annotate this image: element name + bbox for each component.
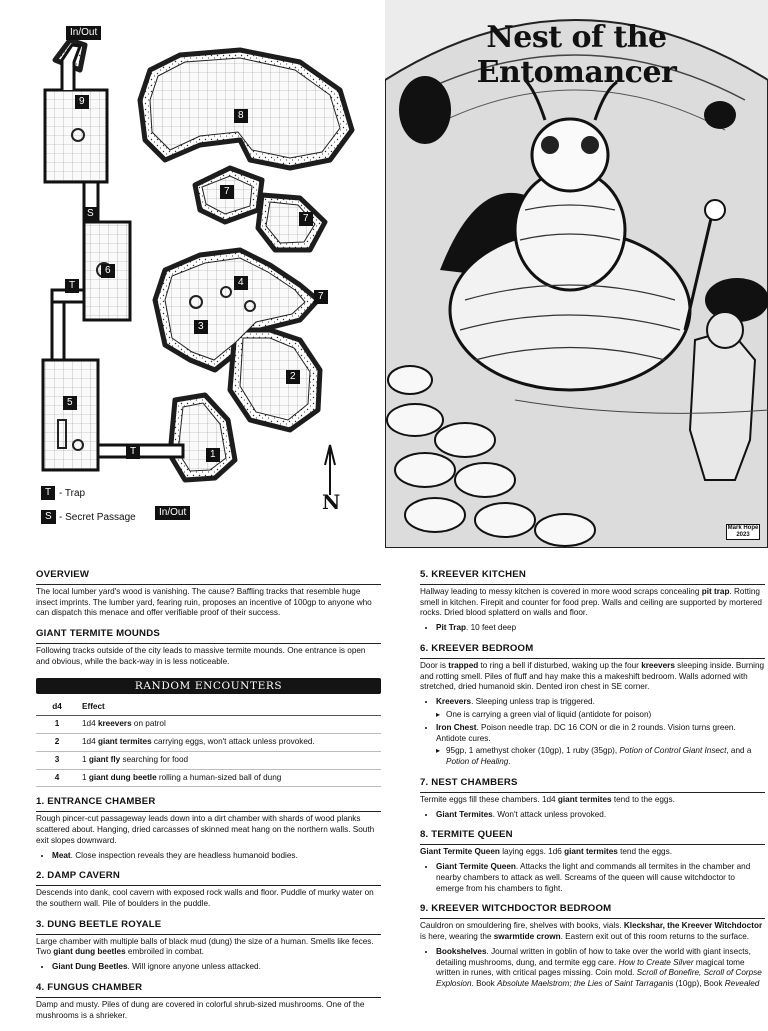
trap-marker: T [65, 279, 79, 293]
legend-secret-label: - Secret Passage [59, 512, 136, 523]
entrance-label-bottom: In/Out [155, 506, 190, 520]
trap-marker: T [126, 445, 140, 459]
room-number-9: 9 [75, 95, 89, 109]
room-1-text: Rough pincer-cut passageway leads down into a dirt chamber with shards of wood planks scattered about. Hanging, dried carcasses of skinned meat hang on the northern walls. South exit slopes downward. [36, 814, 375, 845]
section-random-encounters [36, 678, 381, 788]
section-room-7 [420, 778, 765, 820]
heading-room-5: 5. KREEVER KITCHEN [420, 570, 765, 585]
room-3-text: Large chamber with multiple balls of black mud (dung) the size of a human. Smells like feces. Two giant dung beetles embroiled in combat. [36, 936, 374, 957]
heading-room-1: 1. ENTRANCE CHAMBER [36, 797, 381, 812]
room-9-text: Cauldron on smouldering fire, shelves with books, vials. Kleckshar, the Kreever Witchdoctor is here, wearing the swarmtide crown. Eastern exit out of this room returns to the surface. [420, 921, 763, 941]
section-room-9 [420, 904, 765, 990]
entrance-label-top: In/Out [66, 26, 101, 40]
list-item: • Bookshelves. Journal written in goblin of how to take over the world with giant insects, detailing mushrooms, dung, and termite egg care. How to Create Silver magical tome written in runes, with critical pages missing. Coin mold. Scroll of Bonefire, Scroll of Corpse Explosion. Book Absolute Maelstrom; the Lies of Saint Tarraganis (10gp), Book Revealed [436, 947, 765, 990]
room-number-7a: 7 [220, 185, 234, 199]
die-roll: 1 [36, 716, 78, 734]
room-number-4: 4 [234, 276, 248, 290]
list-item: • Kreevers. Sleeping unless trap is triggered. ▸ One is carrying a green vial of liquid (antidote for poison) [436, 697, 765, 721]
room-7-text: Termite eggs fill these chambers. 1d4 giant termites tend to the eggs. [420, 794, 675, 804]
heading-room-9: 9. KREEVER WITCHDOCTOR BEDROOM [420, 904, 765, 919]
room-number-7b: 7 [299, 212, 313, 226]
adventure-title: Nest of the Entomancer [476, 20, 677, 90]
list-item: • Giant Termite Queen. Attacks the light and commands all termites in the chamber and nearby chambers to attack as well. Screams of the queen will cause witchdoctor to emerge from his chambers to fight. [436, 862, 765, 894]
heading-room-3: 3. DUNG BEETLE ROYALE [36, 920, 381, 935]
section-room-2 [36, 871, 381, 909]
room-6-text: Door is trapped to ring a bell if disturbed, waking up the four kreevers sleeping inside. Burning and rotting smell. Piles of fluff and hay make this a makeshift bedroom. Walls adorned with stretched, dried humanoid skin. Dented iron chest in SE corner. [420, 660, 765, 692]
list-item: • Meat. Close inspection reveals they are headless humanoid bodies. [52, 851, 381, 862]
heading-room-8: 8. TERMITE QUEEN [420, 830, 765, 845]
section-room-3 [36, 920, 381, 973]
list-item: • Giant Dung Beetles. Will ignore anyone unless attacked. [52, 962, 381, 973]
room-number-1: 1 [206, 448, 220, 462]
room-number-8: 8 [234, 109, 248, 123]
section-termite-mounds [36, 629, 381, 667]
random-encounters-banner: RANDOM ENCOUNTERS [36, 678, 381, 695]
legend-secret-badge: S [41, 510, 56, 524]
effect-cell: 1 giant dung beetle rolling a human-sized ball of dung [78, 769, 381, 787]
heading-room-4: 4. FUNGUS CHAMBER [36, 983, 381, 998]
section-room-8 [420, 830, 765, 894]
room-4-text: Damp and musty. Piles of dung are covered in colorful shrub-sized mushrooms. One of the mushrooms is a shrieker. [36, 999, 365, 1020]
heading-termite-mounds: GIANT TERMITE MOUNDS [36, 629, 381, 644]
section-room-5 [420, 570, 765, 634]
map-drawing [0, 0, 384, 548]
effect-cell: 1 giant fly searching for food [78, 751, 381, 769]
table-row [36, 769, 381, 787]
effect-cell: 1d4 kreevers on patrol [78, 716, 381, 734]
heading-room-2: 2. DAMP CAVERN [36, 871, 381, 886]
table-row [36, 733, 381, 751]
section-room-1 [36, 797, 381, 861]
overview-text: The local lumber yard's wood is vanishing. The cause? Baffling tracks that resemble huge insect imprints. The lumber yard, fearing ruin, proposes an incentive of 100gp to anyone who can dispatch this menace and offer verifiable proof of their success. [36, 586, 372, 618]
die-column-header: d4 [36, 700, 78, 715]
room-number-3: 3 [194, 320, 208, 334]
heading-overview: OVERVIEW [36, 570, 381, 585]
list-item: • Iron Chest. Poison needle trap. DC 16 CON or die in 2 rounds. Vision turns green. Antidote cures. ▸ 95gp, 1 amethyst choker (10gp), 1 ruby (35gp), Potion of Control Giant Insect, and a Potion of Healing. [436, 723, 765, 768]
dungeon-map [0, 0, 384, 548]
effect-cell: 1d4 giant termites carrying eggs, won't attack unless provoked. [78, 733, 381, 751]
room-2-text: Descends into dank, cool cavern with exposed rock walls and floor. Puddle of murky water on the southern wall. Pile of boulders in the puddle. [36, 888, 374, 908]
secret-passage-marker: S [83, 207, 98, 221]
room-5-text: Hallway leading to messy kitchen is covered in more wood scraps concealing pit trap. Rotting smell in kitchen. Firepit and counter for food prep. Walls and ceiling are supported by mortered rocks. Dried blood splatterd on walls and floor. [420, 586, 762, 618]
section-overview [36, 570, 381, 619]
list-item: ▸ 95gp, 1 amethyst choker (10gp), 1 ruby (35gp), Potion of Control Giant Insect, and a Potion of Healing. [446, 746, 765, 768]
cover-illustration [385, 0, 768, 548]
effect-column-header: Effect [78, 700, 381, 715]
room-number-7c: 7 [314, 290, 328, 304]
encounter-table [36, 700, 381, 787]
die-roll: 3 [36, 751, 78, 769]
room-number-2: 2 [286, 370, 300, 384]
table-row [36, 716, 381, 734]
section-room-4 [36, 983, 381, 1021]
termite-mounds-text: Following tracks outside of the city leads to massive termite mounds. One entrance is open and obvious, while the back-way in is less noticeable. [36, 645, 366, 666]
heading-room-6: 6. KREEVER BEDROOM [420, 644, 765, 659]
section-room-6 [420, 644, 765, 768]
list-item: • Pit Trap. 10 feet deep [436, 623, 765, 634]
right-column [420, 570, 765, 1000]
legend-trap-badge: T [41, 486, 55, 500]
heading-room-7: 7. NEST CHAMBERS [420, 778, 765, 793]
room-number-6: 6 [101, 264, 115, 278]
room-number-5: 5 [63, 396, 77, 410]
die-roll: 2 [36, 733, 78, 751]
left-column [36, 570, 381, 1031]
artist-signature: Mark Hope 2023 [727, 525, 759, 538]
room-8-text: Giant Termite Queen laying eggs. 1d6 giant termites tend the eggs. [420, 847, 672, 857]
table-row [36, 751, 381, 769]
die-roll: 4 [36, 769, 78, 787]
compass-north: N [322, 490, 341, 514]
list-item: • Giant Termites. Won't attack unless provoked. [436, 810, 765, 821]
legend-trap-label: - Trap [59, 488, 86, 499]
list-item: ▸ One is carrying a green vial of liquid (antidote for poison) [446, 710, 765, 721]
compass-needle [325, 445, 335, 495]
